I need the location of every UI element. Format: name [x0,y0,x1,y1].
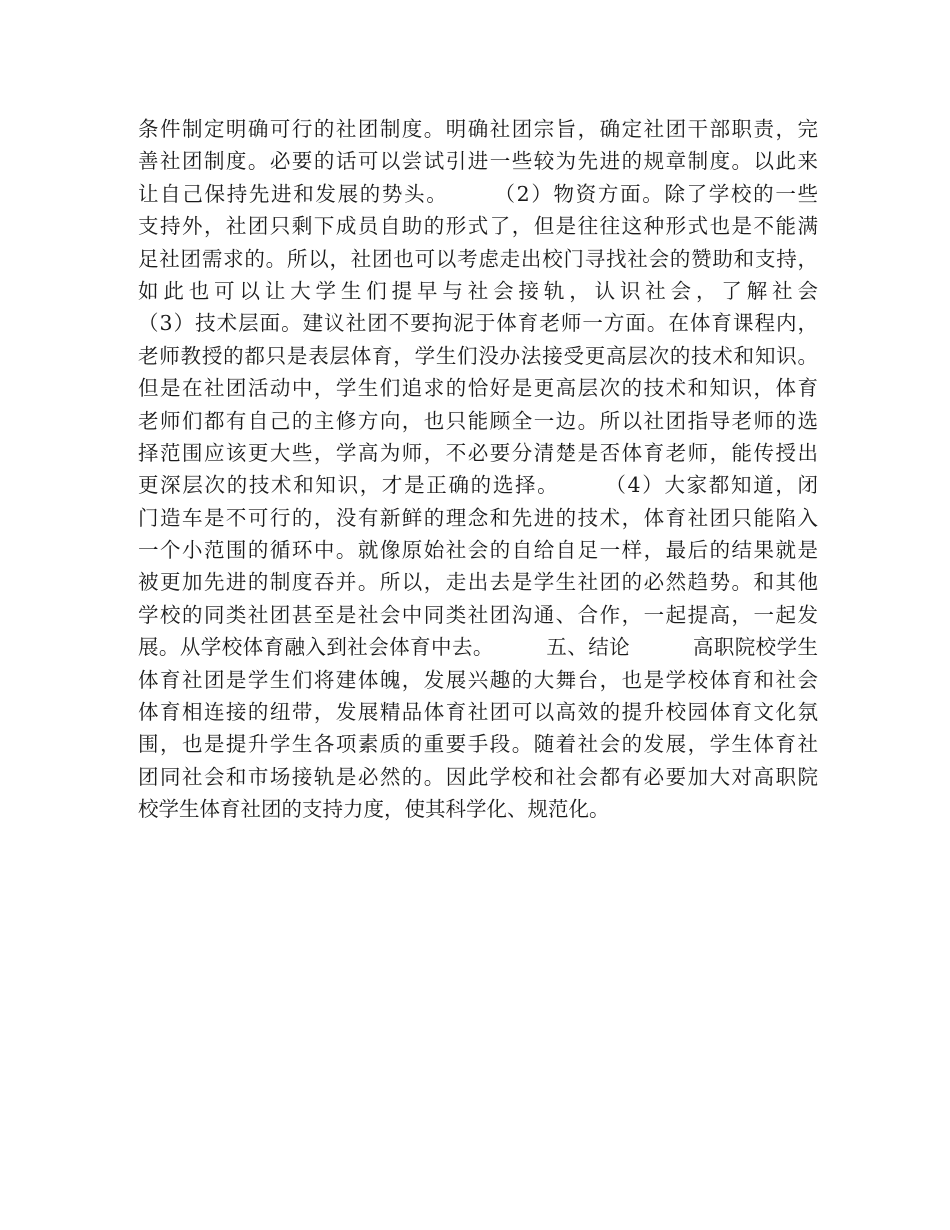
text-line: 支持外，社团只剩下成员自助的形式了，但是往往这种形式也是不能满 [138,214,818,239]
text-line: 展。从学校体育融入到社会体育中去。 五、结论 高职院校学生 [138,635,818,660]
text-line-last: 校学生体育社团的支持力度，使其科学化、规范化。 [138,797,610,822]
text-line: 善社团制度。必要的话可以尝试引进一些较为先进的规章制度。以此来 [138,149,818,174]
text-line: 如此也可以让大学生们提早与社会接轨，认识社会，了解社会 [138,278,818,303]
text-line: 让自己保持先进和发展的势头。 （2）物资方面。除了学校的一些 [138,181,818,206]
text-line: 条件制定明确可行的社团制度。明确社团宗旨，确定社团干部职责，完 [138,117,818,141]
text-line: 老师教授的都只是表层体育，学生们没办法接受更高层次的技术和知识。 [138,343,818,368]
text-line: 围，也是提升学生各项素质的重要手段。随着社会的发展，学生体育社 [138,732,818,757]
text-line: 一个小范围的循环中。就像原始社会的自给自足一样，最后的结果就是 [138,538,818,563]
text-line: 体育相连接的纽带，发展精品体育社团可以高效的提升校园体育文化氛 [138,700,818,725]
text-line: 被更加先进的制度吞并。所以，走出去是学生社团的必然趋势。和其他 [138,570,818,595]
text-line: （3）技术层面。建议社团不要拘泥于体育老师一方面。在体育课程内， [138,311,818,336]
text-line: 但是在社团活动中，学生们追求的恰好是更高层次的技术和知识，体育 [138,376,818,401]
text-line: 团同社会和市场接轨是必然的。因此学校和社会都有必要加大对高职院 [138,764,818,789]
text-line: 足社团需求的。所以，社团也可以考虑走出校门寻找社会的赞助和支持， [138,246,818,271]
text-line: 更深层次的技术和知识，才是正确的选择。 （4）大家都知道，闭 [138,473,818,498]
text-line: 门造车是不可行的，没有新鲜的理念和先进的技术，体育社团只能陷入 [138,505,818,530]
text-line: 择范围应该更大些，学高为师，不必要分清楚是否体育老师，能传授出 [138,440,818,465]
text-line: 老师们都有自己的主修方向，也只能顾全一边。所以社团指导老师的选 [138,408,818,433]
text-line: 学校的同类社团甚至是社会中同类社团沟通、合作，一起提高，一起发 [138,602,818,627]
text-line: 体育社团是学生们将建体魄，发展兴趣的大舞台，也是学校体育和社会 [138,667,818,692]
body-text [138,113,818,826]
